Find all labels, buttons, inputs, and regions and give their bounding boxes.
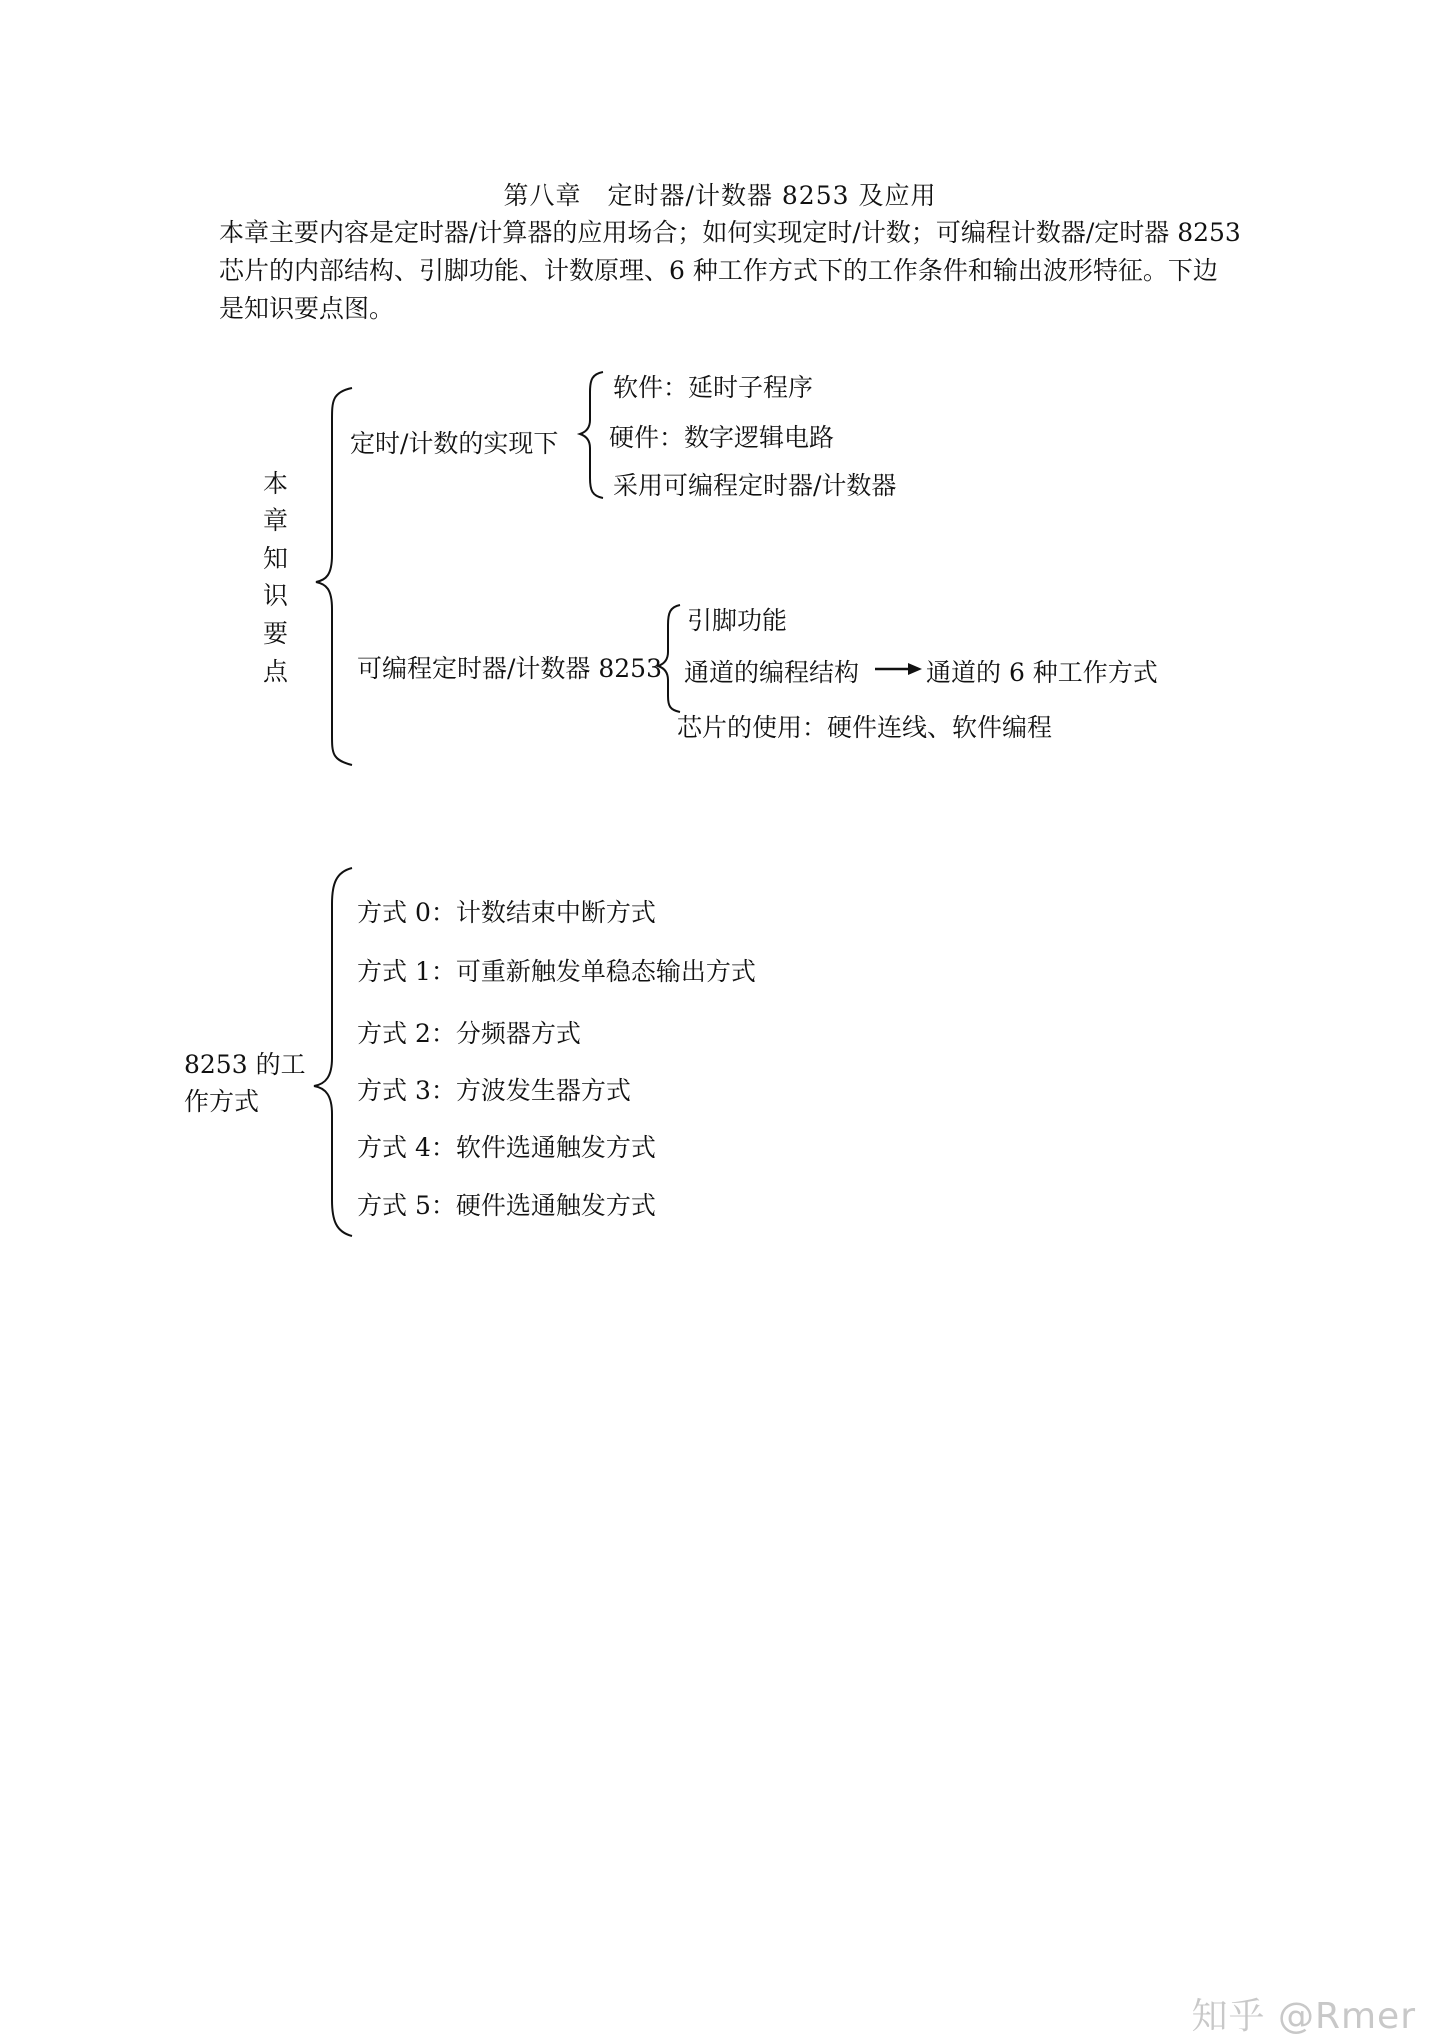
zhihu-watermark: 知乎 @Rmer: [1191, 1996, 1416, 2037]
mode-5: 方式 5：硬件选通触发方式: [357, 1191, 656, 1220]
branch2-item-pins: 引脚功能: [687, 606, 788, 635]
intro-line-3: 是知识要点图。: [219, 294, 395, 323]
branch2-item-modes: 通道的 6 种工作方式: [926, 658, 1158, 687]
branch1-item-software: 软件：延时子程序: [613, 373, 814, 402]
root-char-5: 要: [263, 619, 289, 648]
modes-brace: [314, 868, 352, 1236]
mode-3: 方式 3：方波发生器方式: [357, 1076, 631, 1105]
branch2-label: 可编程定时器/计数器 8253: [357, 654, 662, 683]
root-char-2: 章: [263, 506, 289, 535]
root-char-3: 知: [263, 544, 289, 573]
branch1-item-programmable: 采用可编程定时器/计数器: [613, 471, 897, 500]
intro-line-2: 芯片的内部结构、引脚功能、计数原理、6 种工作方式下的工作条件和输出波形特征。下边: [219, 256, 1218, 285]
root-char-6: 点: [263, 657, 289, 686]
mode-0: 方式 0：计数结束中断方式: [357, 898, 656, 927]
mode-1: 方式 1：可重新触发单稳态输出方式: [357, 957, 756, 986]
modes-root-line-2: 作方式: [184, 1087, 260, 1116]
mode-2: 方式 2：分频器方式: [357, 1019, 581, 1048]
root-char-1: 本: [263, 469, 289, 498]
modes-root-line-1: 8253 的工: [184, 1050, 306, 1079]
intro-line-1: 本章主要内容是定时器/计算器的应用场合；如何实现定时/计数；可编程计数器/定时器 8253: [219, 218, 1241, 247]
branch1-label: 定时/计数的实现下: [350, 429, 559, 458]
branch2-item-structure: 通道的编程结构: [684, 658, 860, 687]
mode-4: 方式 4：软件选通触发方式: [357, 1133, 656, 1162]
chapter-title: 第八章 定时器/计数器 8253 及应用: [503, 181, 937, 210]
branch1-item-hardware: 硬件：数字逻辑电路: [609, 423, 835, 452]
branch2-item-usage: 芯片的使用：硬件连线、软件编程: [677, 713, 1053, 742]
root-char-4: 识: [263, 581, 289, 610]
